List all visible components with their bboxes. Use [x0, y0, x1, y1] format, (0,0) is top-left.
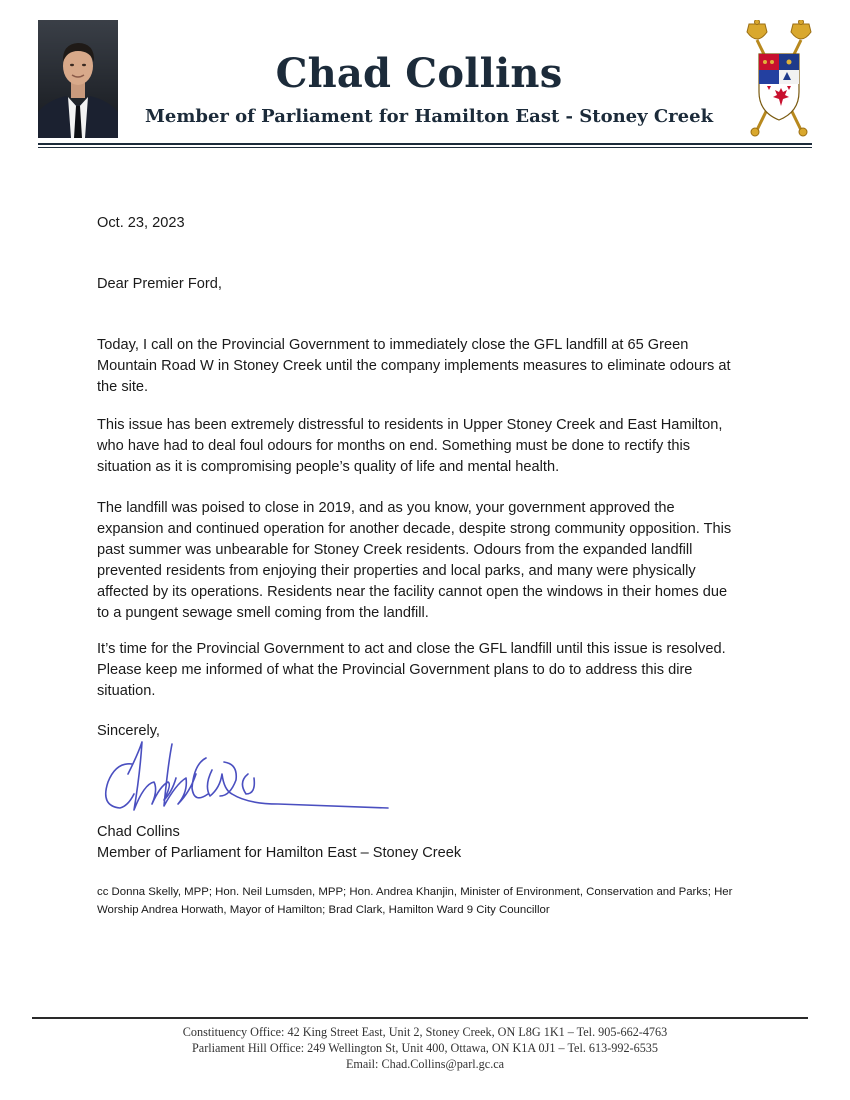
signature-title: Member of Parliament for Hamilton East – Stoney Creek [97, 845, 462, 861]
sender-title-text: Member of Parliament for Hamilton East - Stoney Creek [144, 106, 714, 127]
header-divider [38, 143, 812, 148]
cc-list: cc Donna Skelly, MPP; Hon. Neil Lumsden, MPP; Hon. Andrea Khanjin, Minister of Environment, Conservation and Parks; Her Worship Andrea Horwath, Mayor of Hamilton; Brad Clark, Hamilton Ward 9 City Councillor [97, 886, 733, 916]
signature-name: Chad Collins [97, 824, 180, 840]
letter-salutation: Dear Premier Ford, [97, 276, 222, 292]
footer-email: Email: Chad.Collins@parl.gc.ca [345, 1057, 505, 1071]
sender-name-text: Chad Collins [275, 50, 563, 97]
footer-divider [32, 1017, 808, 1019]
parliament-crest-icon [745, 20, 813, 140]
sender-title [0, 106, 850, 127]
handwritten-signature [98, 734, 398, 826]
letter-paragraph-4: It’s time for the Provincial Government to act and close the GFL landfill until this issue is resolved. Please keep me informed of what the Provincial Government plans to do to address this dire situation. [97, 641, 726, 699]
letter-closing: Sincerely, [97, 723, 160, 739]
letter-paragraph-2: This issue has been extremely distressful to residents in Upper Stoney Creek and East Hamilton, who have had to deal foul odours for months on end. Something must be done to rectify this situation as it is compromising people’s quality of life and mental health. [97, 417, 723, 475]
sender-name [0, 50, 850, 97]
letter-paragraph-3: The landfill was poised to close in 2019, and as you know, your government approved the expansion and continued operation for another decade, despite strong community opposition. This past summer was unbearable for Stoney Creek residents. Odours from the expanded landfill prevented residents from enjoying their properties and local parks, and many were physically affected by its operations. Residents near the facility cannot open the windows in their homes due to a pungent sewage smell coming from the landfill. [97, 500, 732, 621]
letter-date: Oct. 23, 2023 [97, 215, 185, 231]
letter-paragraph-1: Today, I call on the Provincial Government to immediately close the GFL landfill at 65 Green Mountain Road W in Stoney Creek until the company implements measures to eliminate odours at the site. [97, 337, 731, 395]
footer-constituency-office: Constituency Office: 42 King Street East, Unit 2, Stoney Creek, ON L8G 1K1 – Tel. 905-662-4763 [182, 1025, 668, 1039]
footer-parliament-office: Parliament Hill Office: 249 Wellington St, Unit 400, Ottawa, ON K1A 0J1 – Tel. 613-992-6535 [192, 1041, 658, 1055]
